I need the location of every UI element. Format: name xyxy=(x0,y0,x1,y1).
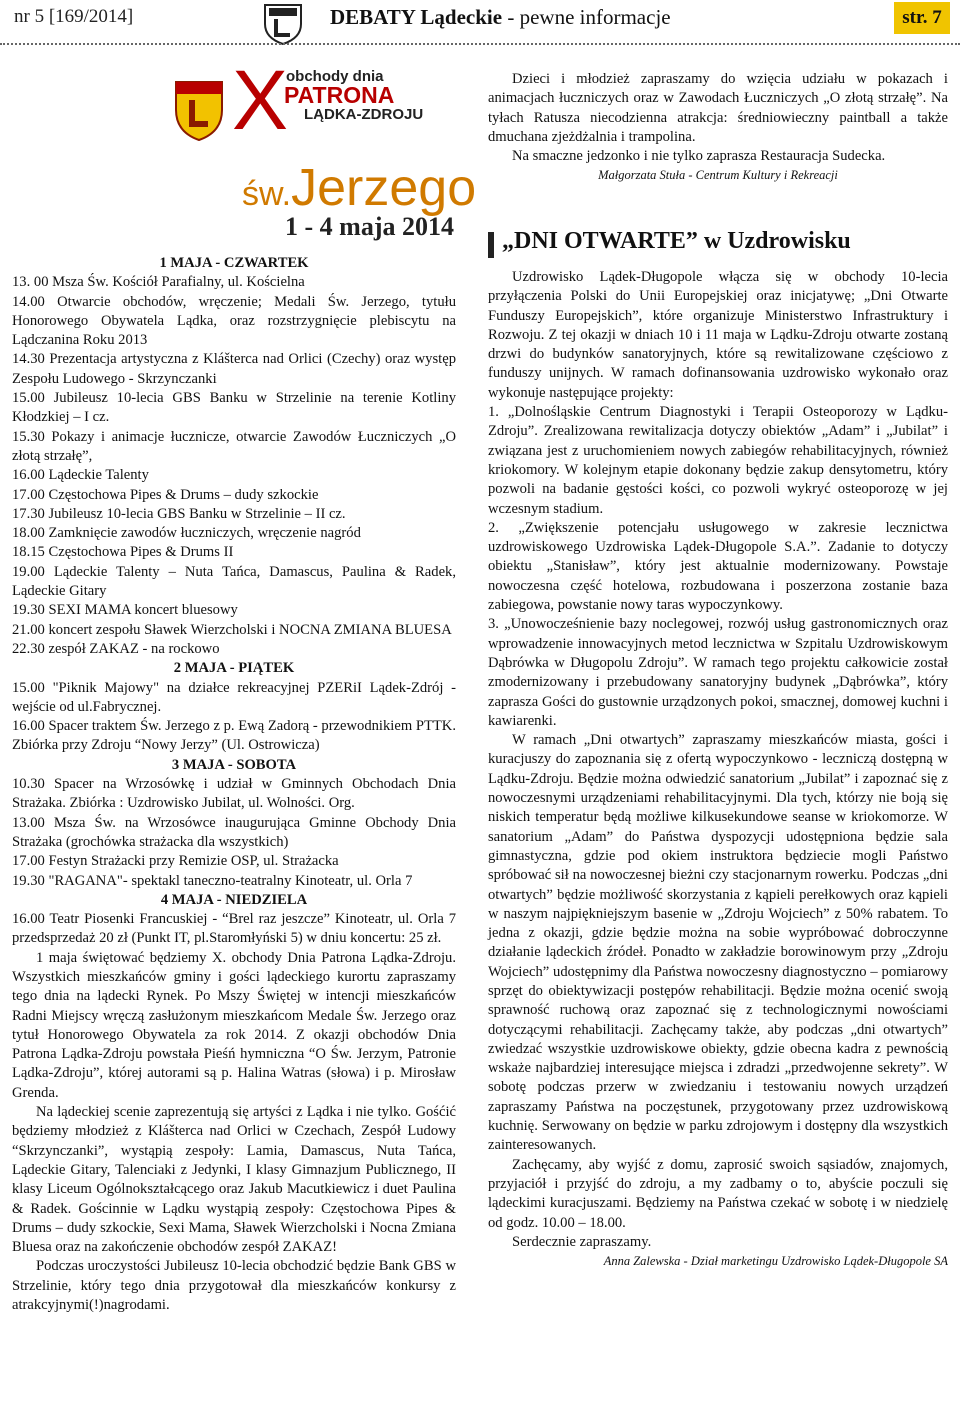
program-paragraph: 16.00 Spacer traktem Św. Jerzego z p. Ewą Zadorą - przewodnikiem PTTK. Zbiórka przy Zdroju “Nowy Jerzy” (Ul. Ostrowicza) xyxy=(12,718,456,754)
article-paragraph: Uzdrowisko Lądek-Długopole włącza się w obchody 10-lecia przyłączenia Polski do Unii Europejskiej oraz inicjatywę; „Dni Otwarte Funduszy Europejskich”, które organizuje Ministerstwo Infrastruktury i Rozwoju. Z tej okazji w dniach 10 i 11 maja w Lądku-Zdroju otwarte zostaną drzwi do budynków sanatoryjnych, które są rewitalizowane częściowo z funduszy unijnych. W ramach dofinansowania uzdrowisko wykonało oraz wykonuje następujące projekty: xyxy=(488,269,948,401)
program-paragraph: 19.30 "RAGANA"- spektakl taneczno-teatralny Kinoteatr, ul. Orla 7 xyxy=(12,872,413,889)
program-paragraph: 18.15 Częstochowa Pipes & Drums II xyxy=(12,544,234,561)
article-paragraph: W ramach „Dni otwartych” zapraszamy mieszkańców miasta, gości i kuracjuszy do zapoznania się z ofertą wypoczynkowo - leczniczą dostępną w Lądku-Zdroju. Będzie można odwiedzić sanatorium „Jubilat” i zapoznać się z nowoczesnymi urządzeniami rehabilitacyjnymi. Dla tych, którzy nie boją się niskich temperatur będą możliwe kilkusekundowe seanse w kriokomorze. W sanatorium „Adam” do Państwa dyspozycji udostępniona będzie sala gimnastyczna, gdzie pod okiem instruktora będziecie mogli Państwo spróbować sił na nowoczesnej bieżni czy stacjonarnym rowerku. Podczas „dni otwartych” będzie możliwość skorzystania z kąpieli perełkowych oraz kąpieli w naszym najpiękniejszym basenie w „Zdroju Wojciech” z 50% rabatem. To jedna z okazji, gdzie będzie można na sobie wypróbować dobroczynne działanie lądeckich źródeł. Ponadto w zakładzie borowinowym przy „Zdroju Wojciech” udostępnimy dla Państwa nowoczesny diagnostyczno – pomiarowy sprzęt do obiektywizacji postępów rehabilitacji. Będzie można ocenić swoją sprawność ruchową oraz zapoznać się z technologicznymi nowościami dotyczącymi rehabilitacji. Zachęcamy także, aby podczas „dni otwartych” zwiedzać wszystkie uzdrowiskowe obiekty, gdzie obecna kadra z pewnością wskaże najbardziej interesujące miejsca i zdradzi „przedwojenne sekrety”. W sobotę podczas przerw w zwiedzaniu i testowaniu nowych urządzeń zapraszamy Państwa na poczęstunek, przygotowany przez uzdrowiskową kuchnię. Serwowany on będzie w parku zdrojowym i dostępny dla wszystkich zainteresowanych. xyxy=(488,732,948,1154)
article-paragraph: Zachęcamy, aby wyjść z domu, zaprosić swoich sąsiadów, znajomych, przyjaciół i przyjść do zdroju, a my zadbamy o to, abyście poczuli się lądeckimi kuracjuszami. Będziemy na Państwa czekać w sobotę i w niedzielę od godz. 10.00 – 18.00. xyxy=(488,1156,948,1231)
banner-numeral: X xyxy=(232,53,289,147)
patron-banner xyxy=(172,53,477,247)
program-paragraph: 10.30 Spacer na Wrzosówkę i udział w Gminnych Obchodach Dnia Strażaka. Zbiórka : Uzdrowisko Jubilat, ul. Wolności. Org. xyxy=(12,776,456,812)
banner-saint-prefix: św. xyxy=(242,175,292,213)
program-paragraph: 19.30 SEXI MAMA koncert bluesowy xyxy=(12,602,238,619)
header-title-rest: - pewne informacje xyxy=(502,5,671,29)
program-paragraph: 21.00 koncert zespołu Sławek Wierzcholski i NOCNA ZMIANA BLUESA xyxy=(12,621,452,638)
article-paragraph: Dzieci i młodzież zapraszamy do wzięcia udziału w pokazach i animacjach łuczniczych oraz w Zawodach Łuczniczych „O złotą strzałę”. Na tyłach Ratusza niecodzienna atrakcja: średniowieczny paintball a także dmuchana zjeżdżalnia i trampolina. xyxy=(488,71,948,145)
shield-logo-icon xyxy=(262,2,304,46)
header-title-bold: DEBATY Lądeckie xyxy=(330,5,503,29)
program-paragraph: 2 MAJA - PIĄTEK xyxy=(173,660,295,677)
program-paragraph: 16.00 Lądeckie Talenty xyxy=(12,467,149,484)
right-column-top xyxy=(488,70,948,186)
program-paragraph: 18.00 Zamknięcie zawodów łuczniczych, wręczenie nagród xyxy=(12,525,361,542)
article-paragraph: Serdecznie zapraszamy. xyxy=(512,1233,652,1250)
banner-saint-name: Jerzego xyxy=(291,159,477,217)
program-paragraph: 13. 00 Msza Św. Kościół Parafialny, ul. Kościelna xyxy=(12,274,305,291)
program-paragraph: 15.00 "Piknik Majowy" na działce rekreacyjnej PZERiI Lądek-Zdrój -wejście od ul.Fabrycznej. xyxy=(12,679,456,715)
banner-line3: LĄDKA-ZDROJU xyxy=(304,106,424,123)
heading-bar xyxy=(488,232,494,258)
article-paragraph: Anna Zalewska - Dział marketingu Uzdrowisko Lądek-Długopole SA xyxy=(603,1254,948,1269)
right-column-bottom xyxy=(488,268,948,1271)
program-paragraph: 1 maja świętować będziemy X. obchody Dnia Patrona Lądka-Zdroju. Wszystkich mieszkańców gminy i gości lądeckiego kurortu zapraszamy tego dnia na lądecki Rynek. Po Mszy Świętej w intencji mieszkańców Radni Miejscy wręczą zasłużonym mieszkańcom Medale Św. Jerzego oraz tytuł Honorowego Obywatela za rok 2014. Z okazji obchodów Dnia Patrona Lądka-Zdroju powstała Pieśń hymniczna “O Św. Jerzym, Patronie Lądka-Zdroju”, której autorami są p. Halina Watras (słowa) i p. Mirosław Grenda. xyxy=(12,949,456,1101)
page-number-badge: str. 7 xyxy=(894,2,950,34)
program-paragraph: Na lądeckiej scenie zaprezentują się artyści z Lądka i nie tylko. Gośćić będziemy młodzież z Klášterca nad Orlici w Czechach, Zespół Ludowy “Skrzynczanki”, wystąpią zespoły: Lamia, Damascus, Nuta Tańca, Lądeckie Gitary, Talenciaki z Jedynki, I klasy Gimnazjum Publicznego, II klasy Liceum Ogólnokształcącego oraz Jakub Macutkiewicz i duet Paulina & Radek. Gościnnie w Lądku wystąpią zespoły: Częstochowa Pipes & Drums – dudy szkockie, Sexi Mama, Sławek Wierzcholski i Nocna Zmiana Bluesa oraz na zakończenie obchodów zespół ZAKAZ! xyxy=(12,1104,456,1256)
program-paragraph: 17.30 Jubileusz 10-lecia GBS Banku w Strzelinie – II cz. xyxy=(12,505,346,522)
program-paragraph: 3 MAJA - SOBOTA xyxy=(171,756,297,773)
program-paragraph: 15.30 Pokazy i animacje łucznicze, otwarcie Zawodów Łuczniczych „O złotą strzałę”, xyxy=(12,428,456,464)
program-column xyxy=(12,254,456,1315)
banner-line2: PATRONA xyxy=(284,82,395,108)
program-paragraph: 1 MAJA - CZWARTEK xyxy=(159,255,309,271)
crest-icon xyxy=(172,74,226,144)
article-paragraph: 2. „Zwiększenie potencjału usługowego w zakresie lecznictwa uzdrowiskowego Uzdrowiska Lądek-Długopole S.A.”. Zadanie to dotyczy obiektu „Stanisław”, który jest aktualnie modernizowany. Powstaje nowoczesna część hotelowa, rozbudowana i poszerzona zostanie baza zabiegowa, powstanie nowy taras wypoczynkowy. xyxy=(488,519,948,614)
open-days-title: „DNI OTWARTE” w Uzdrowisku xyxy=(502,228,851,254)
banner-saint xyxy=(242,158,476,218)
program-paragraph: 19.00 Lądeckie Talenty – Nuta Tańca, Damascus, Paulina & Radek, Lądeckie Gitary xyxy=(12,563,456,600)
article-paragraph: 1. „Dolnośląskie Centrum Diagnostyki i Terapii Osteoporozy w Lądku-Zdroju”. Zrealizowana rewitalizacja dotyczy obiektów „Adam” i „Jubilat” i związana jest z uruchomieniem nowych zabiegów rehabilitacyjnych, również kriokomory. W kolejnym etapie dokonany będzie zakup densytometru, który pozwoli na badanie gęstości kości, co pozwoli wykryć osteoporozę w jej wczesnym stadium. xyxy=(488,404,948,517)
open-days-heading xyxy=(488,228,954,260)
page-header xyxy=(0,0,960,42)
program-paragraph: 14.00 Otwarcie obchodów, wręczenie; Medali Św. Jerzego, tytułu Honorowego Obywatela Lądka, oraz rozstrzygnięcie plebiscytu na Lądczanina Roku 2013 xyxy=(12,293,456,349)
program-paragraph: 22.30 zespół ZAKAZ - na rockowo xyxy=(12,640,220,657)
program-paragraph: 13.00 Msza Św. na Wrzosówce inaugurująca Gminne Obchody Dnia Strażaka (grochówka strażacka dla wszystkich) xyxy=(12,814,456,850)
header-title xyxy=(330,5,671,30)
program-paragraph: 14.30 Prezentacja artystyczna z Klášterca nad Orlici (Czechy) oraz występ Zespołu Ludowego - Skrzynczanki xyxy=(12,351,456,387)
article-paragraph: Małgorzata Stuła - Centrum Kultury i Rekreacji xyxy=(598,168,838,183)
program-paragraph: 4 MAJA - NIEDZIELA xyxy=(160,891,308,908)
program-paragraph: 17.00 Festyn Strażacki przy Remizie OSP, ul. Strażacka xyxy=(12,853,339,870)
header-divider xyxy=(0,43,960,45)
issue-number: nr 5 [169/2014] xyxy=(14,6,134,27)
program-paragraph: 15.00 Jubileusz 10-lecia GBS Banku w Strzelinie na terenie Kotliny Kłodzkiej – I cz. xyxy=(12,390,456,426)
program-paragraph: Podczas uroczystości Jubileusz 10-lecia obchodzić będzie Bank GBS w Strzelinie, który tego dnia przygotował dla mieszkańców konkursy z atrakcyjnymi(!)nagrodami. xyxy=(12,1258,456,1314)
article-paragraph: 3. „Unowocześnienie bazy noclegowej, rozwój usług gastronomicznych oraz wprowadzenie innowacyjnych metod lecznictwa w Szpitalu Uzdrowiskowym Dąbrówka w Długopolu Zdroju”. W ramach tego projektu całkowicie został zmodernizowany i przebudowany sanatoryjny budynek „Dąbrówka”, który zaprasza Gości do gustownie urządzonych pokoi, smacznej, domowej kuchni i kawiarenki. xyxy=(488,616,948,729)
program-paragraph: 17.00 Częstochowa Pipes & Drums – dudy szkockie xyxy=(12,486,319,503)
article-paragraph: Na smaczne jedzonko i nie tylko zaprasza Restauracja Sudecka. xyxy=(512,148,886,165)
banner-line1: obchody dnia xyxy=(286,68,384,85)
banner-dates: 1 - 4 maja 2014 xyxy=(285,212,454,241)
program-paragraph: 16.00 Teatr Piosenki Francuskiej - “Brel raz jeszcze” Kinoteatr, ul. Orla 7 przedsprzedaż 20 zł (Punkt IT, pl.Staromłyński 5) w dniu koncertu: 25 zł. xyxy=(12,911,456,947)
